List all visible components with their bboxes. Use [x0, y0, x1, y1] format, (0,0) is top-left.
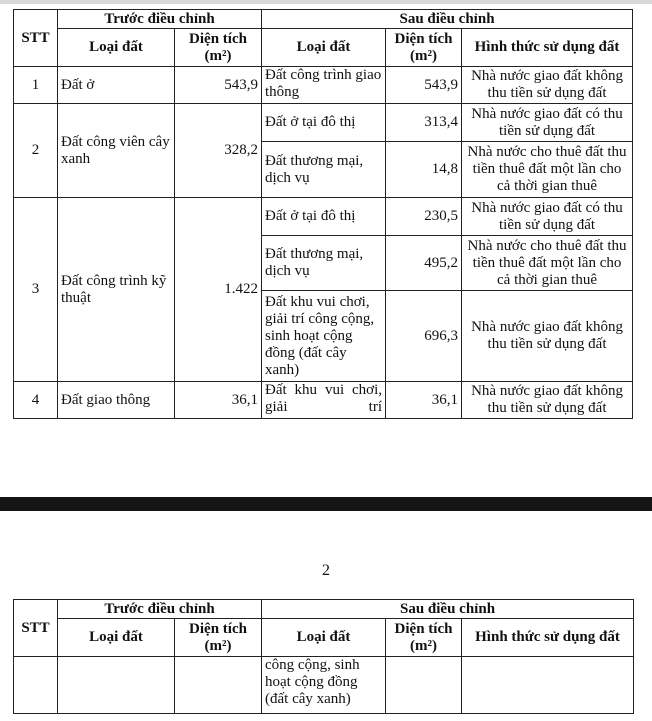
- stt-cell: 3: [14, 198, 58, 382]
- page-number: 2: [322, 562, 330, 579]
- header-row-groups: [14, 10, 633, 29]
- stt-cell: [14, 657, 58, 714]
- usage-cell: [462, 657, 634, 714]
- header-after: Sau điều chỉnh: [262, 600, 634, 619]
- header-row-columns: [14, 619, 634, 657]
- after-area-cell: 14,8: [386, 142, 462, 198]
- header-usage-form: Hình thức sử dụng đất: [462, 619, 634, 657]
- table-row: [14, 657, 634, 714]
- after-type-cell: Đất khu vui chơi, giải trí: [262, 382, 386, 419]
- before-area-cell: 1.422: [175, 198, 262, 382]
- usage-cell: Nhà nước giao đất không thu tiền sử dụng đất: [462, 382, 633, 419]
- header-row-columns: [14, 29, 633, 67]
- header-after-area: Diện tích (m²): [386, 619, 462, 657]
- header-after-land-type: Loại đất: [262, 619, 386, 657]
- after-area-cell: 495,2: [386, 236, 462, 291]
- header-before-land-type: Loại đất: [58, 619, 175, 657]
- after-area-cell: [386, 657, 462, 714]
- header-row-groups: [14, 600, 634, 619]
- usage-cell: Nhà nước giao đất không thu tiền sử dụng đất: [462, 291, 633, 382]
- before-area-cell: 543,9: [175, 67, 262, 104]
- usage-cell: Nhà nước cho thuê đất thu tiền thuê đất một lần cho cả thời gian thuê: [462, 236, 633, 291]
- table-row: [14, 198, 633, 236]
- stt-cell: 2: [14, 104, 58, 198]
- header-before-area: Diện tích (m²): [175, 619, 262, 657]
- after-type-cell: Đất thương mại, dịch vụ: [262, 142, 386, 198]
- header-before-area: Diện tích (m²): [175, 29, 262, 67]
- header-before: Trước điều chỉnh: [58, 10, 262, 29]
- after-area-cell: 36,1: [386, 382, 462, 419]
- after-type-cell: Đất ở tại đô thị: [262, 198, 386, 236]
- before-type-cell: Đất công trình kỹ thuật: [58, 198, 175, 382]
- land-conversion-table: [13, 9, 633, 419]
- header-after: Sau điều chỉnh: [262, 10, 633, 29]
- after-type-cell: Đất công trình giao thông: [262, 67, 386, 104]
- header-stt: STT: [14, 10, 58, 67]
- after-type-cell: Đất thương mại, dịch vụ: [262, 236, 386, 291]
- after-area-cell: 230,5: [386, 198, 462, 236]
- before-area-cell: 36,1: [175, 382, 262, 419]
- usage-cell: Nhà nước cho thuê đất thu tiền thuê đất một lần cho cả thời gian thuê: [462, 142, 633, 198]
- usage-cell: Nhà nước giao đất có thu tiền sử dụng đất: [462, 104, 633, 142]
- before-type-cell: Đất công viên cây xanh: [58, 104, 175, 198]
- before-area-cell: 328,2: [175, 104, 262, 198]
- after-type-cell: Đất khu vui chơi, giải trí công cộng, sinh hoạt cộng đồng (đất cây xanh): [262, 291, 386, 382]
- after-area-cell: 543,9: [386, 67, 462, 104]
- usage-cell: Nhà nước giao đất không thu tiền sử dụng đất: [462, 67, 633, 104]
- header-after-land-type: Loại đất: [262, 29, 386, 67]
- land-conversion-table-continued: [13, 599, 634, 714]
- scan-edge: [0, 0, 652, 4]
- header-before-land-type: Loại đất: [58, 29, 175, 67]
- stt-cell: 4: [14, 382, 58, 419]
- usage-cell: Nhà nước giao đất có thu tiền sử dụng đất: [462, 198, 633, 236]
- header-usage-form: Hình thức sử dụng đất: [462, 29, 633, 67]
- header-before: Trước điều chỉnh: [58, 600, 262, 619]
- stt-cell: 1: [14, 67, 58, 104]
- header-after-area: Diện tích (m²): [386, 29, 462, 67]
- before-type-cell: [58, 657, 175, 714]
- before-type-cell: Đất giao thông: [58, 382, 175, 419]
- page-divider: [0, 497, 652, 511]
- table-row: [14, 104, 633, 142]
- after-area-cell: 696,3: [386, 291, 462, 382]
- after-area-cell: 313,4: [386, 104, 462, 142]
- after-type-cell: Đất ở tại đô thị: [262, 104, 386, 142]
- table-row: [14, 382, 633, 419]
- before-type-cell: Đất ở: [58, 67, 175, 104]
- table-row: [14, 67, 633, 104]
- header-stt: STT: [14, 600, 58, 657]
- after-type-cell: công cộng, sinh hoạt cộng đồng (đất cây xanh): [262, 657, 386, 714]
- before-area-cell: [175, 657, 262, 714]
